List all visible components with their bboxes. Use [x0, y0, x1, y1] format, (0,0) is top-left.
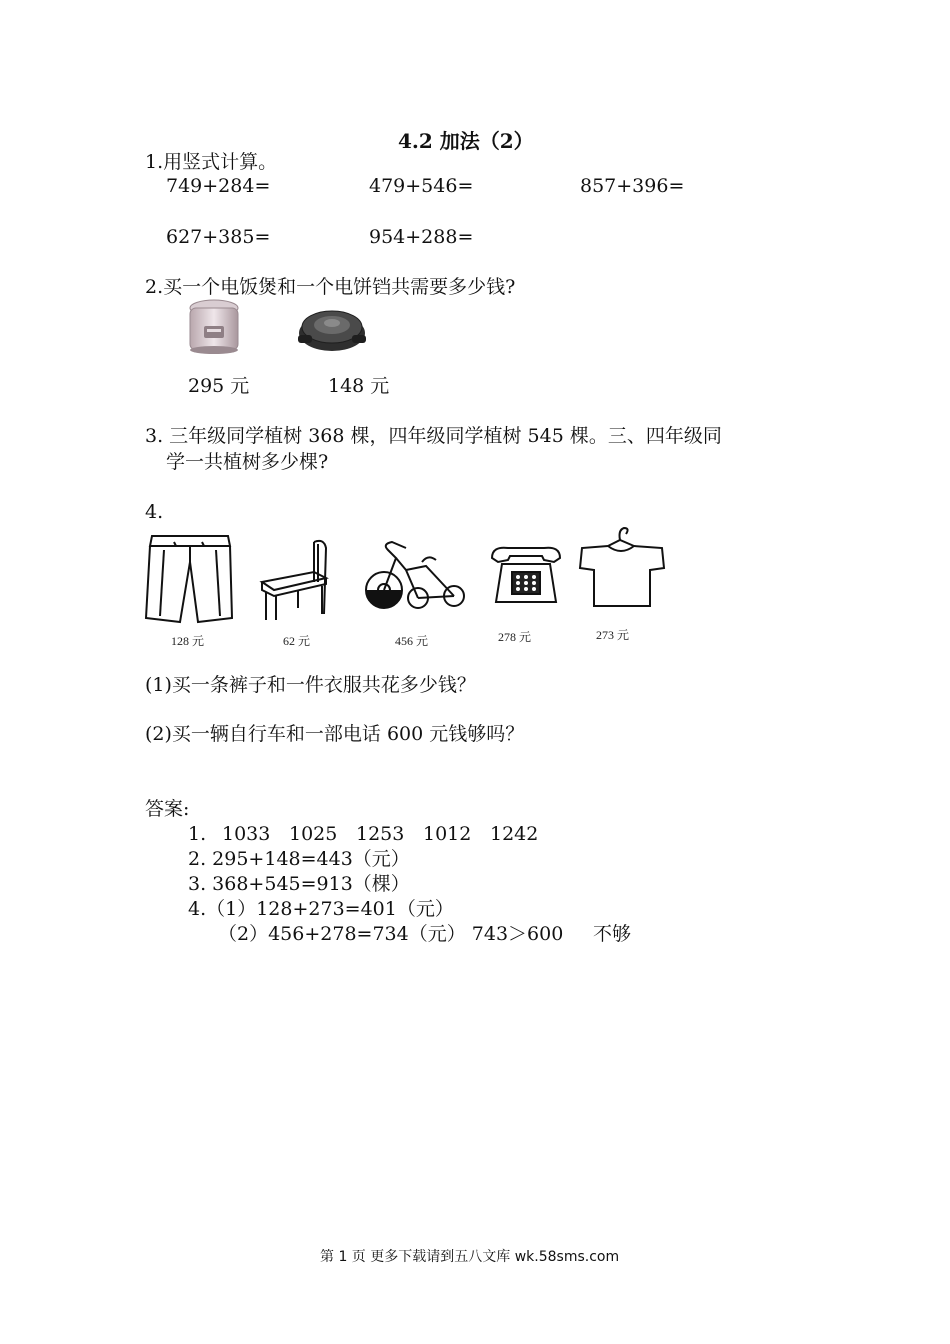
q4-number: 4. [145, 501, 164, 523]
telephone-icon [488, 544, 564, 608]
q4-price-chair: 62 元 [283, 634, 311, 648]
page-footer: 第 1 页 更多下载请到五八文库 wk.58sms.com [320, 1249, 620, 1265]
q3-line-2: 学一共植树多少棵? [166, 451, 329, 473]
q1-item-1: 749+284= [166, 175, 271, 197]
answer-4-2-conclusion: 不够 [593, 923, 632, 945]
q2-heading: 2.买一个电饭煲和一个电饼铛共需要多少钱? [145, 276, 516, 298]
q1-item-3: 857+396= [580, 175, 685, 197]
q4-price-trousers: 128 元 [171, 634, 205, 648]
q2-price-1: 295 元 [188, 375, 250, 397]
answer-1-value: 1025 [289, 823, 338, 845]
q1-item-4: 627+385= [166, 226, 271, 248]
chair-icon [258, 538, 332, 622]
q3-line-1: 3. 三年级同学植树 368 棵，四年级同学植树 545 棵。三、四年级同 [145, 425, 722, 447]
answer-1-value: 1242 [490, 823, 539, 845]
q1-item-5: 954+288= [369, 226, 474, 248]
answer-1-value: 1012 [423, 823, 472, 845]
answer-3: 3. 368+545=913（棵） [188, 873, 410, 895]
answer-1-value: 1253 [356, 823, 405, 845]
q4-price-tshirt: 273 元 [596, 628, 630, 642]
answer-2: 2. 295+148=443（元） [188, 848, 410, 870]
rice-cooker-icon [184, 298, 244, 356]
q4-sub-2: (2)买一辆自行车和一部电话 600 元钱够吗？ [145, 723, 525, 745]
q4-sub-1: (1)买一条裤子和一件衣服共花多少钱？ [145, 674, 476, 696]
answer-4-1: 4.（1）128+273=401（元） [188, 898, 454, 920]
q4-price-tricycle: 456 元 [395, 634, 429, 648]
q2-price-2: 148 元 [328, 375, 390, 397]
answer-1-value: 1033 [222, 823, 271, 845]
tricycle-icon [362, 540, 468, 614]
tshirt-icon [578, 524, 668, 610]
answers-heading: 答案: [145, 798, 190, 820]
trousers-icon [144, 532, 236, 624]
answer-4-2: （2）456+278=734（元） 743＞600 [218, 923, 564, 945]
q1-heading: 1.用竖式计算。 [145, 151, 278, 173]
electric-griddle-icon [296, 303, 368, 355]
page-title: 4.2 加法（2） [398, 129, 534, 153]
q4-price-telephone: 278 元 [498, 630, 532, 644]
q1-item-2: 479+546= [369, 175, 474, 197]
answer-1-label: 1. [188, 823, 207, 845]
